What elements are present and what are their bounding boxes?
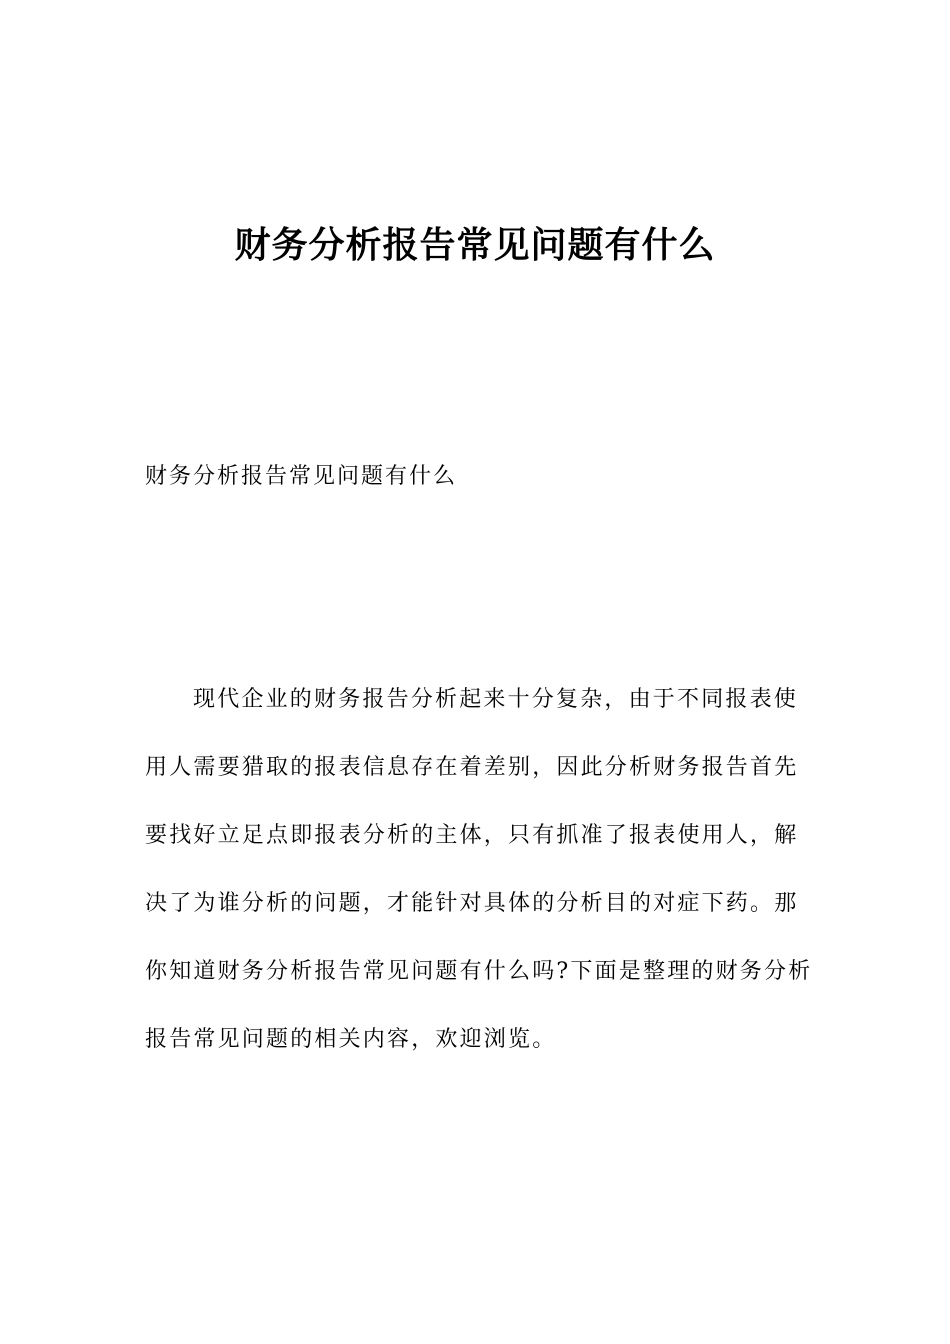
- document-title: 财务分析报告常见问题有什么: [234, 225, 716, 266]
- paragraph-line: 决了为谁分析的问题，才能针对具体的分析目的对症下药。那: [145, 891, 799, 916]
- paragraph-line: 你知道财务分析报告常见问题有什么吗?下面是整理的财务分析: [145, 959, 813, 984]
- body-paragraph: [145, 683, 813, 1091]
- document-subtitle: 财务分析报告常见问题有什么: [145, 464, 458, 489]
- paragraph-line: 用人需要猎取的报表信息存在着差别，因此分析财务报告首先: [145, 755, 799, 780]
- paragraph-line: 要找好立足点即报表分析的主体，只有抓准了报表使用人，解: [145, 823, 799, 848]
- paragraph-line: 现代企业的财务报告分析起来十分复杂，由于不同报表使: [193, 687, 799, 712]
- paragraph-line: 报告常见问题的相关内容，欢迎浏览。: [145, 1027, 557, 1052]
